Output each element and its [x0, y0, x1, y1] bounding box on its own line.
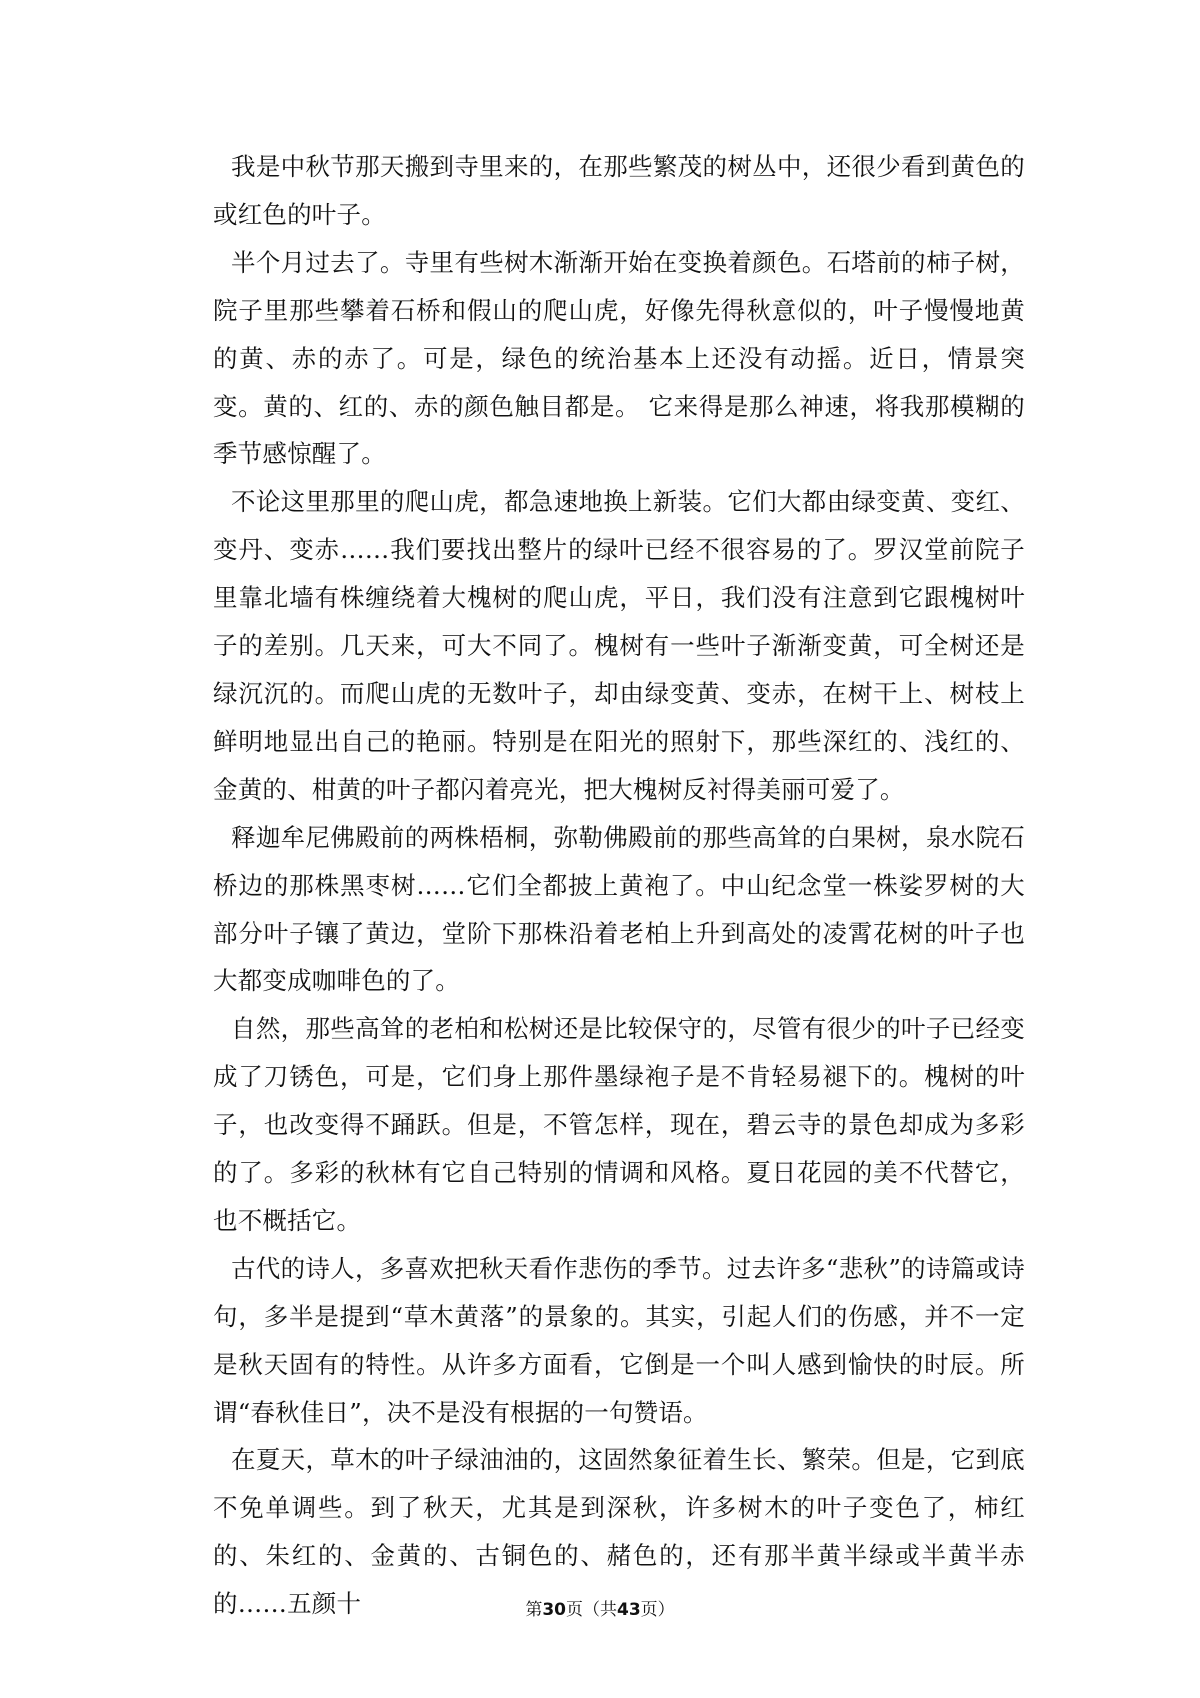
- total-page-count: 43: [617, 1600, 641, 1620]
- paragraph-7: 在夏天，草木的叶子绿油油的，这固然象征着生长、繁荣。但是，它到底不免单调些。到了秋天，尤其是到深秋，许多树木的叶子变色了，柿红的、朱红的、金黄的、古铜色的、赭色的，还有那半黄半绿或半黄半赤的……五颜十: [213, 1445, 1025, 1619]
- footer-middle: 页（共: [566, 1600, 617, 1620]
- footer-prefix: 第: [525, 1600, 543, 1620]
- paragraph-4: 释迦牟尼佛殿前的两株梧桐，弥勒佛殿前的那些高耸的白果树，泉水院石桥边的那株黑枣树……它们全都披上黄袍了。中山纪念堂一株娑罗树的大部分叶子镶了黄边，堂阶下那株沿着老柏上升到高处的凌霄花树的叶子也大都变成咖啡色的了。: [213, 822, 1025, 996]
- paragraph-6: 古代的诗人，多喜欢把秋天看作悲伤的季节。过去许多“悲秋”的诗篇或诗句，多半是提到“草木黄落”的景象的。其实，引起人们的伤感，并不一定是秋天固有的特性。从许多方面看，它倒是一个叫人感到愉快的时辰。所谓“春秋佳日”，决不是没有根据的一句赞语。: [213, 1253, 1025, 1427]
- document-body: [213, 143, 1025, 1628]
- paragraph-5: 自然，那些高耸的老柏和松树还是比较保守的，尽管有很少的叶子已经变成了刀锈色，可是，它们身上那件墨绿袍子是不肯轻易褪下的。槐树的叶子，也改变得不踊跃。但是，不管怎样，现在，碧云寺的景色却成为多彩的了。多彩的秋林有它自己特别的情调和风格。夏日花园的美不代替它，也不概括它。: [213, 1014, 1025, 1235]
- page-footer: [0, 1598, 1200, 1622]
- footer-suffix: 页）: [640, 1600, 675, 1620]
- current-page-number: 30: [542, 1600, 566, 1620]
- paragraph-2: 半个月过去了。寺里有些树木渐渐开始在变换着颜色。石塔前的柿子树，院子里那些攀着石桥和假山的爬山虎，好像先得秋意似的，叶子慢慢地黄的黄、赤的赤了。可是，绿色的统治基本上还没有动摇。近日，情景突变。黄的、红的、赤的颜色触目都是。 它来得是那么神速，将我那模糊的季节感惊醒了。: [213, 247, 1025, 469]
- paragraph-3: 不论这里那里的爬山虎，都急速地换上新装。它们大都由绿变黄、变红、变丹、变赤……我们要找出整片的绿叶已经不很容易的了。罗汉堂前院子里靠北墙有株缠绕着大槐树的爬山虎，平日，我们没有注意到它跟槐树叶子的差别。几天来，可大不同了。槐树有一些叶子渐渐变黄，可全树还是绿沉沉的。而爬山虎的无数叶子，却由绿变黄、变赤，在树干上、树枝上鲜明地显出自己的艳丽。特别是在阳光的照射下，那些深红的、浅红的、金黄的、柑黄的叶子都闪着亮光，把大槐树反衬得美丽可爱了。: [213, 487, 1025, 804]
- paragraph-1: 我是中秋节那天搬到寺里来的，在那些繁茂的树丛中，还很少看到黄色的或红色的叶子。: [213, 152, 1025, 229]
